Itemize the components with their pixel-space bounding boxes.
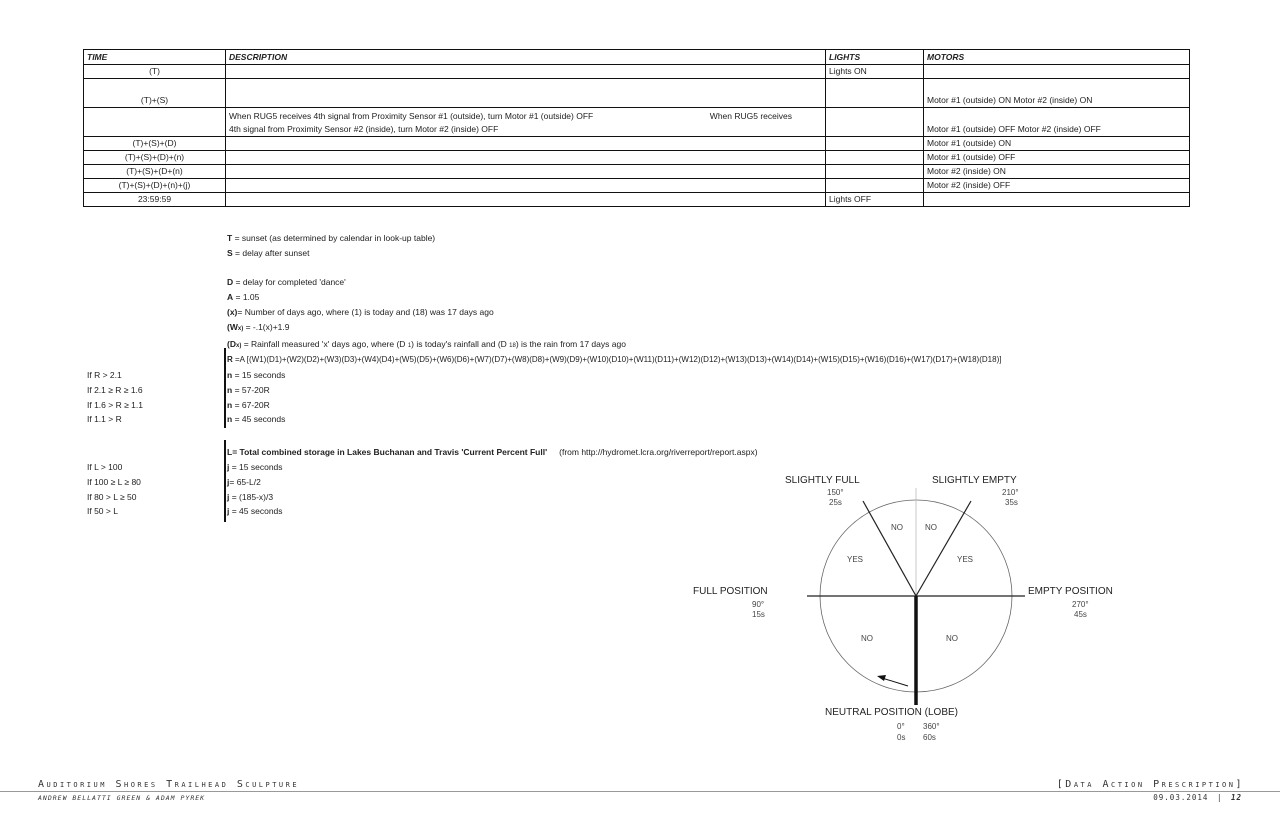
description-line-1b: When RUG5 receives: [709, 111, 792, 121]
table-row: [84, 65, 1190, 79]
table-row: [84, 179, 1190, 193]
j-result: j = 15 seconds: [227, 462, 283, 472]
cell-lights: Lights OFF: [826, 193, 924, 207]
cell-description: [226, 137, 826, 151]
rotation-arrow: [882, 678, 908, 686]
cell-motors: Motor #1 (outside) OFF Motor #2 (inside) OFF: [924, 108, 1190, 137]
footer-rule: [0, 791, 1280, 792]
empty-position-time: 45s: [1074, 610, 1087, 619]
n-result: n = 67-20R: [227, 399, 270, 410]
slightly-full-line: [863, 501, 916, 596]
cell-lights: Lights ON: [826, 65, 924, 79]
table-row: [84, 137, 1190, 151]
footer-meta: [1153, 793, 1242, 802]
table-row: [84, 193, 1190, 207]
zone-no-upper-left: NO: [891, 523, 903, 532]
n-condition: If R > 2.1: [87, 370, 122, 380]
slightly-full-label: SLIGHTLY FULL: [785, 475, 860, 486]
arrow-head-icon: [877, 675, 886, 681]
cell-description: [226, 165, 826, 179]
zone-no-lower-left: NO: [861, 634, 873, 643]
definition-dx: (Dx) = Rainfall measured 'x' days ago, where (D 1) is today's rainfall and (D 18) is the rain from 17 days ago: [227, 338, 626, 349]
cell-lights: [826, 165, 924, 179]
neutral-end-time: 60s: [923, 733, 936, 742]
project-authors: ANDREW BELLATTI GREEN & ADAM PYREK: [38, 794, 206, 802]
description-line-2: 4th signal from Proximity Sensor #2 (inside), turn Motor #2 (inside) OFF: [229, 124, 499, 134]
definition-x: (x)= Number of days ago, where (1) is today and (18) was 17 days ago: [227, 306, 494, 317]
cell-time: (T)+(S)+(D)+(n)+(j): [84, 179, 226, 193]
definition-d: D = delay for completed 'dance': [227, 277, 346, 288]
n-result: n = 45 seconds: [227, 414, 286, 425]
cell-motors: Motor #2 (inside) ON: [924, 165, 1190, 179]
separator-line: [224, 440, 226, 522]
schedule-table: [83, 49, 1190, 207]
table-row: [84, 79, 1190, 108]
cell-motors: [924, 65, 1190, 79]
neutral-start-time: 0s: [897, 733, 906, 742]
definitions-block: [227, 231, 626, 353]
cell-time: (T): [84, 65, 226, 79]
j-condition: If 100 ≥ L ≥ 80: [87, 476, 141, 487]
cell-motors: [924, 193, 1190, 207]
empty-position-angle: 270°: [1072, 600, 1089, 609]
cell-description: [226, 193, 826, 207]
cell-description: [226, 65, 826, 79]
header-description: DESCRIPTION: [226, 50, 826, 65]
cell-time: (T)+(S)+(D): [84, 137, 226, 151]
n-condition: If 1.6 > R ≥ 1.1: [87, 399, 143, 410]
l-source: (from http://hydromet.lcra.org/riverreport/report.aspx): [559, 447, 758, 457]
description-line-1: When RUG5 receives 4th signal from Proximity Sensor #1 (outside), turn Motor #1 (outside) OFF: [229, 111, 594, 121]
slightly-empty-angle: 210°: [1002, 488, 1019, 497]
cell-time: (T)+(S)+(D)+(n): [84, 151, 226, 165]
header-time: TIME: [84, 50, 226, 65]
zone-yes-right: YES: [957, 555, 974, 564]
section-title: [Data Action Prescription]: [1056, 779, 1244, 790]
table-row: [84, 108, 1190, 137]
neutral-position-label: NEUTRAL POSITION (LOBE): [825, 707, 958, 718]
cell-lights: [826, 137, 924, 151]
zone-no-upper-right: NO: [925, 523, 937, 532]
cell-time: 23:59:59: [84, 193, 226, 207]
cell-description: [226, 108, 826, 137]
cell-time: [84, 108, 226, 137]
j-condition: If 80 > L ≥ 50: [87, 491, 137, 502]
table-header-row: [84, 50, 1190, 65]
cell-lights: [826, 79, 924, 108]
cell-motors: Motor #1 (outside) ON Motor #2 (inside) ON: [924, 79, 1190, 108]
cell-motors: Motor #1 (outside) ON: [924, 137, 1190, 151]
j-result: j= 65-L/2: [227, 476, 261, 487]
footer-date: 09.03.2014: [1153, 793, 1209, 802]
cell-motors: Motor #1 (outside) OFF: [924, 151, 1190, 165]
definition-t: T = sunset (as determined by calendar in look-up table): [227, 233, 436, 243]
definition-s: S = delay after sunset: [227, 247, 310, 258]
j-results: [227, 460, 283, 519]
definition-a: A = 1.05: [227, 292, 260, 303]
page-number: 12: [1230, 793, 1242, 802]
l-definition: L= Total combined storage in Lakes Buchanan and Travis 'Current Percent Full' (from http://hydromet.lcra.org/riverreport/report.aspx): [227, 447, 758, 457]
position-dial-diagram: [680, 465, 1140, 750]
separator-line: [224, 348, 226, 428]
n-result: n = 57-20R: [227, 384, 270, 395]
j-condition: If L > 100: [87, 462, 123, 472]
n-conditions: [87, 368, 143, 427]
header-lights: LIGHTS: [826, 50, 924, 65]
slightly-full-angle: 150°: [827, 488, 844, 497]
cell-lights: [826, 151, 924, 165]
n-result: n = 15 seconds: [227, 370, 286, 380]
slightly-empty-time: 35s: [1005, 498, 1018, 507]
r-formula: R =A [(W1)(D1)+(W2)(D2)+(W3)(D3)+(W4)(D4)+(W5)(D5)+(W6)(D6)+(W7)(D7)+(W8)(D8)+(W9)(D9)+(W10)(D10)+(W11)(D11)+(W12)(D12)+(W13)(D13)+(W14)(D14)+(W15)(D15)+(W16)(D16)+(W17)(D17)+(W18)(D18)]: [227, 355, 1002, 364]
full-position-time: 15s: [752, 610, 765, 619]
zone-no-lower-right: NO: [946, 634, 958, 643]
cell-lights: [826, 108, 924, 137]
n-condition: If 2.1 ≥ R ≥ 1.6: [87, 384, 143, 395]
table-row: [84, 165, 1190, 179]
j-condition: If 50 > L: [87, 506, 118, 517]
n-condition: If 1.1 > R: [87, 414, 122, 425]
definition-w: (Wx) = -.1(x)+1.9: [227, 321, 290, 332]
slightly-empty-line: [916, 501, 974, 596]
neutral-start-angle: 0°: [897, 722, 905, 731]
cell-description: [226, 179, 826, 193]
header-motors: MOTORS: [924, 50, 1190, 65]
slightly-full-time: 25s: [829, 498, 842, 507]
n-results: [227, 368, 285, 427]
cell-lights: [826, 179, 924, 193]
j-conditions: [87, 460, 141, 519]
cell-description: [226, 79, 826, 108]
cell-time: (T)+(S)+(D+(n): [84, 165, 226, 179]
project-title: Auditorium Shores Trailhead Sculpture: [38, 779, 300, 790]
empty-position-label: EMPTY POSITION: [1028, 586, 1113, 597]
neutral-end-angle: 360°: [923, 722, 940, 731]
cell-motors: Motor #2 (inside) OFF: [924, 179, 1190, 193]
j-result: j = 45 seconds: [227, 506, 283, 517]
table-row: [84, 151, 1190, 165]
full-position-label: FULL POSITION: [693, 586, 768, 597]
footer-separator: |: [1216, 793, 1223, 802]
zone-yes-left: YES: [847, 555, 864, 564]
full-position-angle: 90°: [752, 600, 765, 609]
cell-time: (T)+(S): [84, 79, 226, 108]
slightly-empty-label: SLIGHTLY EMPTY: [932, 475, 1017, 486]
cell-description: [226, 151, 826, 165]
j-result: j = (185-x)/3: [227, 491, 274, 502]
